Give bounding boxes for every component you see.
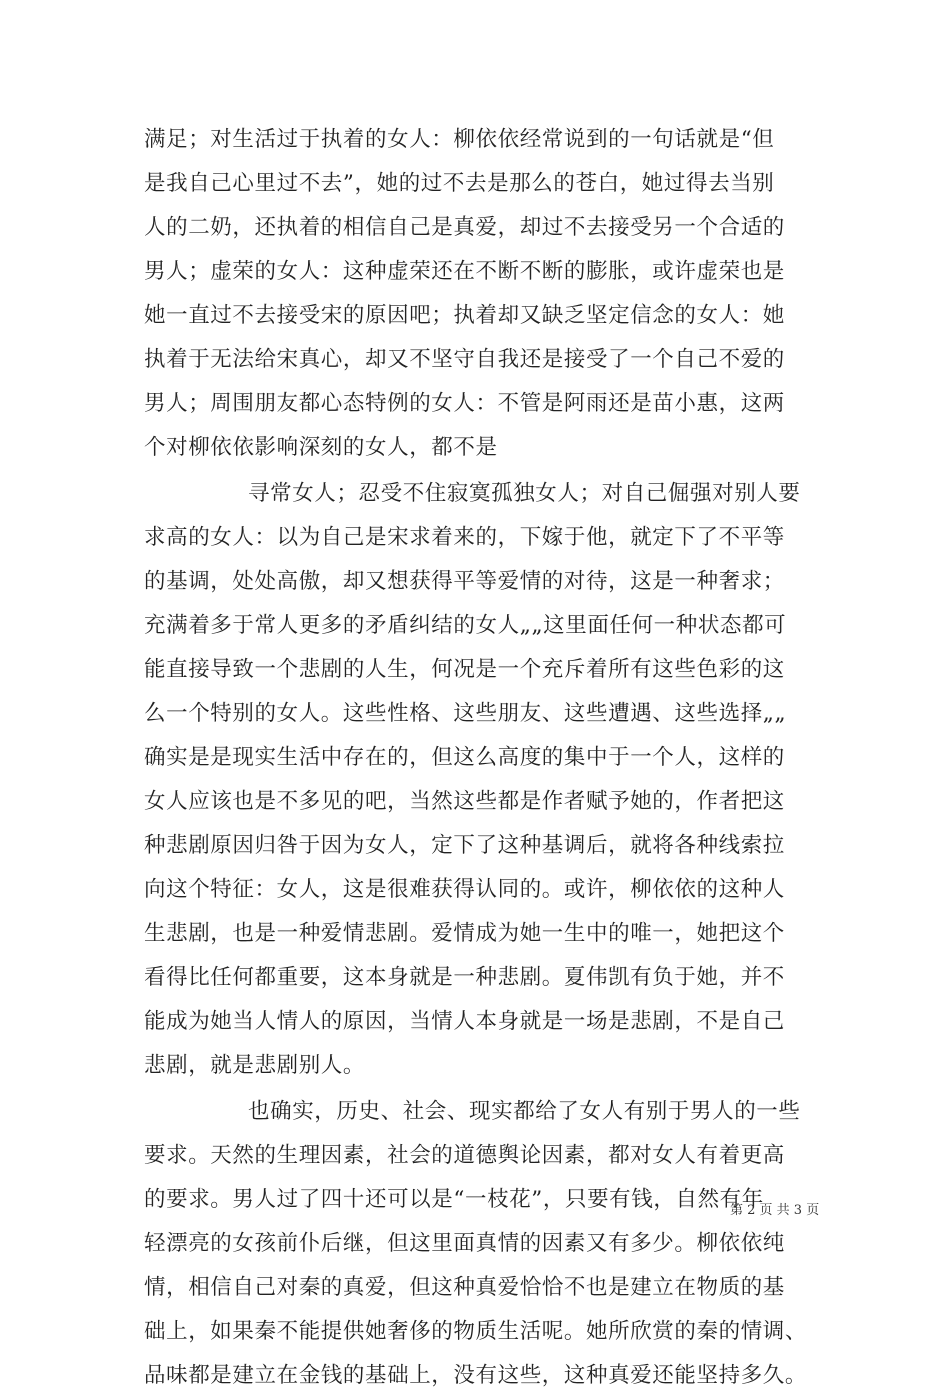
- body-text: [144, 118, 816, 1398]
- text-line: 情，相信自己对秦的真爱，但这种真爱恰恰不也是建立在物质的基: [144, 1275, 785, 1300]
- text-line: 要求。天然的生理因素，社会的道德舆论因素，都对女人有着更高: [144, 1143, 785, 1168]
- text-line: 是我自己心里过不去”，她的过不去是那么的苍白，她过得去当别: [144, 171, 775, 196]
- text-line: 充满着多于常人更多的矛盾纠结的女人„„这里面任何一种状态都可: [144, 613, 787, 638]
- text-line: 女人应该也是不多见的吧，当然这些都是作者赋予她的，作者把这: [144, 789, 785, 814]
- text-line: 求高的女人：以为自己是宋求着来的，下嫁于他，就定下了不平等: [144, 525, 785, 550]
- text-line: 她一直过不去接受宋的原因吧；执着却又缺乏坚定信念的女人：她: [144, 303, 785, 328]
- paragraph-first-line: 也确实，历史、社会、现实都给了女人有别于男人的一些: [248, 1099, 801, 1124]
- text-line: 执着于无法给宋真心，却又不坚守自我还是接受了一个自己不爱的: [144, 347, 785, 372]
- text-line: 确实是是现实生活中存在的，但这么高度的集中于一个人，这样的: [144, 745, 785, 770]
- text-line: 的基调，处处高傲，却又想获得平等爱情的对待，这是一种奢求；: [144, 569, 785, 594]
- text-line: 种悲剧原因归咎于因为女人，定下了这种基调后，就将各种线索拉: [144, 833, 785, 858]
- text-line: 生悲剧，也是一种爱情悲剧。爱情成为她一生中的唯一，她把这个: [144, 921, 785, 946]
- text-line: 能直接导致一个悲剧的人生，何况是一个充斥着所有这些色彩的这: [144, 657, 785, 682]
- text-line: 满足；对生活过于执着的女人：柳依依经常说到的一句话就是“但: [144, 127, 775, 152]
- paragraph-first-line: 寻常女人；忍受不住寂寞孤独女人；对自己倔强对别人要: [248, 481, 801, 506]
- text-line: 悲剧，就是悲剧别人。: [144, 1053, 366, 1078]
- text-line: 人的二奶，还执着的相信自己是真爱，却过不去接受另一个合适的: [144, 215, 785, 240]
- text-line: 看得比任何都重要，这本身就是一种悲剧。夏伟凯有负于她，并不: [144, 965, 785, 990]
- text-line: 么一个特别的女人。这些性格、这些朋友、这些遭遇、这些选择„„: [144, 701, 787, 726]
- page-number-footer: 第 2 页 共 3 页: [730, 1203, 820, 1218]
- text-line: 男人；周围朋友都心态特例的女人：不管是阿雨还是苗小惠，这两: [144, 391, 785, 416]
- text-line: 个对柳依依影响深刻的女人，都不是: [144, 435, 498, 460]
- text-line: 能成为她当人情人的原因，当情人本身就是一场是悲剧，不是自己: [144, 1009, 785, 1034]
- text-line: 轻漂亮的女孩前仆后继，但这里面真情的因素又有多少。柳依依纯: [144, 1231, 785, 1256]
- text-line: 的要求。男人过了四十还可以是“一枝花”，只要有钱，自然有年: [144, 1187, 764, 1212]
- text-line: 男人；虚荣的女人：这种虚荣还在不断不断的膨胀，或许虚荣也是: [144, 259, 785, 284]
- text-line: 础上，如果秦不能提供她奢侈的物质生活呢。她所欣赏的秦的情调、: [144, 1319, 808, 1344]
- text-line: 品味都是建立在金钱的基础上，没有这些，这种真爱还能坚持多久。: [144, 1363, 808, 1388]
- text-line: 向这个特征：女人，这是很难获得认同的。或许，柳依依的这种人: [144, 877, 785, 902]
